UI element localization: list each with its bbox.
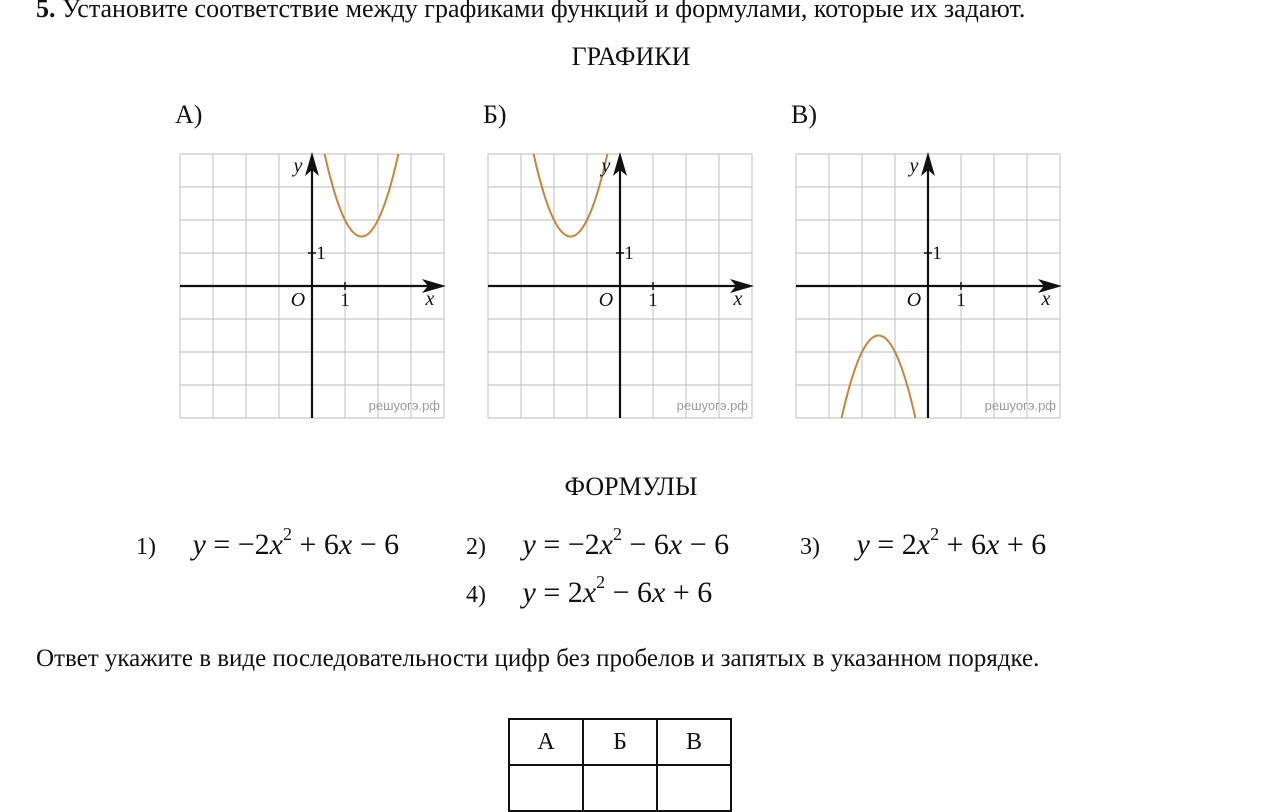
answer-header-a: А (509, 719, 583, 765)
answer-header-v: В (657, 719, 731, 765)
x-axis-label: x (1041, 288, 1051, 310)
answer-cell-b[interactable] (583, 765, 657, 811)
y-tick-label: 1 (316, 243, 326, 264)
y-tick-label: 1 (624, 243, 634, 264)
origin-label: O (290, 289, 306, 311)
watermark: решуогэ.рф (984, 398, 1056, 413)
graph-v (794, 152, 1064, 420)
x-tick-label: 1 (956, 290, 966, 311)
formula-number: 1) (136, 534, 156, 560)
answer-instruction: Ответ укажите в виде последовательности цифр без пробелов и запятых в указанном порядке. (36, 645, 1040, 672)
graph-a (178, 152, 448, 420)
x-axis-label: x (733, 288, 743, 310)
answer-cell-a[interactable] (509, 765, 583, 811)
formula-number: 2) (466, 534, 486, 560)
origin-label: O (598, 289, 614, 311)
y-axis-label: y (601, 155, 611, 177)
task-statement (36, 0, 1025, 24)
y-tick-label: 1 (932, 243, 942, 264)
answer-header-b: Б (583, 719, 657, 765)
formula-expression: $y = 2x^2 - 6x + 6$ (522, 572, 713, 609)
watermark: решуогэ.рф (676, 398, 748, 413)
formula-number: 3) (800, 534, 820, 560)
graph-label-b: Б) (483, 100, 507, 129)
y-axis-label: y (909, 155, 919, 177)
graph-label-v: В) (791, 100, 817, 129)
formula-expression: $y = -2x^2 + 6x - 6$ (192, 524, 400, 561)
task-text: Установите соответствие между графиками функций и формулами, которые их задают. (62, 0, 1026, 23)
y-axis-label: y (293, 155, 303, 177)
formula-4 (466, 572, 713, 610)
formula-number: 4) (466, 582, 486, 608)
graphs-heading: ГРАФИКИ (571, 42, 691, 71)
answer-cell-v[interactable] (657, 765, 731, 811)
formula-3 (800, 524, 1047, 562)
origin-label: O (906, 289, 922, 311)
x-tick-label: 1 (648, 290, 658, 311)
x-tick-label: 1 (340, 290, 350, 311)
formula-1 (136, 524, 400, 562)
formula-expression: $y = -2x^2 - 6x - 6$ (522, 524, 730, 561)
watermark: решуогэ.рф (368, 398, 440, 413)
formula-expression: $y = 2x^2 + 6x + 6$ (856, 524, 1047, 561)
graph-b (486, 152, 756, 420)
task-number: 5. (36, 0, 56, 23)
formulas-heading: ФОРМУЛЫ (564, 472, 698, 501)
formula-2 (466, 524, 730, 562)
graph-label-a: А) (175, 100, 203, 129)
x-axis-label: x (425, 288, 435, 310)
